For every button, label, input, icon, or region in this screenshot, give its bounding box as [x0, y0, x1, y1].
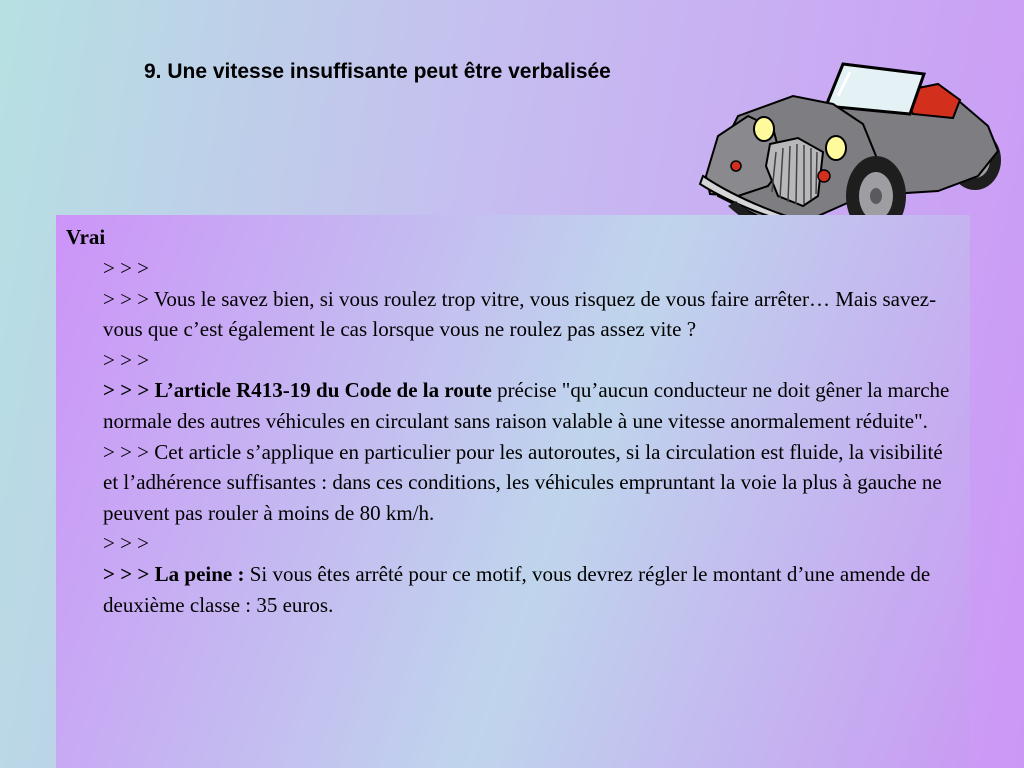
answer-label: Vrai: [66, 225, 106, 249]
paragraph-text: Cet article s’applique en particulier pour les autoroutes, si la circulation est fluide, la visibilité et l’adhérence suffisantes : dans ces conditions, les véhicules empruntant la voie la plus à gauche ne peuvent pas rouler à moins de 80 km/h.: [103, 439, 943, 525]
slide-title: 9. Une vitesse insuffisante peut être verbalisée: [144, 60, 611, 83]
line-prefix: > > >: [103, 378, 150, 403]
paragraph-3: [103, 345, 953, 376]
paragraph-text: précise "qu’aucun conducteur ne doit gêner la marche normale des autres véhicules en circulant sans raison valable à une vitesse anormalement réduite".: [103, 378, 950, 433]
paragraph-4: [103, 375, 953, 436]
line-prefix: > > >: [103, 286, 150, 311]
paragraph-2: [103, 284, 953, 345]
line-prefix: > > >: [103, 561, 150, 586]
paragraph-text: Vous le savez bien, si vous roulez trop vitre, vous risquez de vous faire arrêter… Mais savez-vous que c’est également le cas lorsque vous ne roulez pas assez vite ?: [103, 286, 937, 342]
paragraph-1: [103, 253, 953, 284]
line-prefix: > > >: [103, 531, 150, 556]
line-prefix: > > >: [103, 439, 150, 464]
penalty-label: La peine :: [154, 561, 245, 586]
paragraph-5: [103, 437, 953, 529]
content-box: [56, 215, 970, 768]
body-text: [103, 253, 953, 620]
paragraph-6: [103, 528, 953, 559]
line-prefix: > > >: [103, 256, 150, 280]
line-prefix: > > >: [103, 347, 150, 372]
paragraph-7: [103, 559, 953, 620]
article-reference: L’article R413-19 du Code de la route: [154, 378, 492, 403]
paragraph-text: Si vous êtes arrêté pour ce motif, vous devrez régler le montant d’une amende de deuxième classe : 35 euros.: [103, 561, 931, 617]
